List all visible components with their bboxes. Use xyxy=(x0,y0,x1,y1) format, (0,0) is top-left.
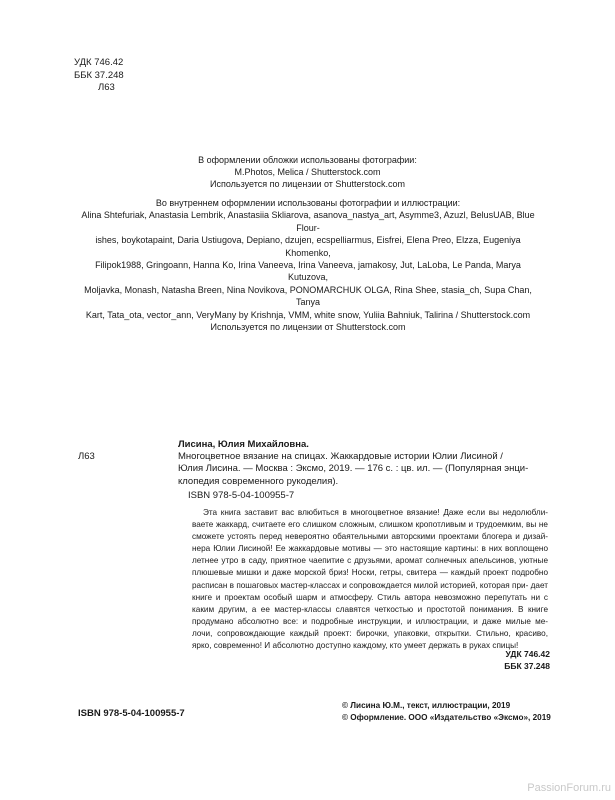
inner-credits-line: Используется по лицензии от Shutterstock.com xyxy=(210,322,406,333)
isbn-bottom: ISBN 978-5-04-100955-7 xyxy=(78,708,185,719)
annotation-text: продумано абсолютно все: и подробные инструкции, и иллюстрации, и даже милые ме- xyxy=(192,616,548,626)
inner-credits-line: Alina Shtefuriak, Anastasia Lembrik, Anastasiia Skliarova, asanova_nastya_art, Asymme3, Azuzl, BelusUAB, Blue Flour- xyxy=(81,210,535,233)
copyright-line: © Лисина Ю.М., текст, иллюстрации, 2019 xyxy=(342,701,511,710)
cover-credits-line: В оформлении обложки использованы фотографии: xyxy=(198,155,417,165)
copyright-notices xyxy=(342,700,551,725)
catalog-description-line: Юлия Лисина. — Москва : Эксмо, 2019. — 176 с. : цв. ил. — (Популярная энци- xyxy=(178,463,529,475)
bbk-code-right: ББК 37.248 xyxy=(504,661,550,671)
catalog-isbn: ISBN 978-5-04-100955-7 xyxy=(188,490,295,501)
annotation-text: лочи, сопровождающие каждый проект: бирочки, упаковки, открытки. Стильно, красиво, xyxy=(192,628,548,638)
catalog-description xyxy=(178,451,538,488)
annotation-text: ваете жаккард, считаете его слишком сложным, слишком кропотливым и трудоемким, вы не xyxy=(192,520,548,530)
annotation-text: ни с каким другим, а ее мастер-классы славятся четкостью и простотой понимания. В книге xyxy=(192,592,548,614)
annotation-text: летнее утро в саду, приятное чаепитие с друзьями, аромат солнечных апельсинов, уютные xyxy=(192,556,548,566)
cover-photo-credits xyxy=(100,154,515,190)
annotation-text: ярко, современно! И абсолютно доступно каждому, кто умеет держать в руках спицы! xyxy=(192,641,519,651)
annotation-text: нера Юлии Лисиной! Ее жаккардовые мотивы — это настоящие картины: в них воплощено xyxy=(192,544,548,554)
inner-photo-credits xyxy=(78,197,538,333)
copyright-line: © Оформление. ООО «Издательство «Эксмо», 2019 xyxy=(342,713,551,723)
author-mark: Л63 xyxy=(98,82,115,93)
cover-credits-line: Используется по лицензии от Shutterstock.com xyxy=(210,179,405,189)
annotation-text: Эта книга заставит вас влюбиться в многоцветное вязание! Даже если вы недолюбли- xyxy=(203,508,548,517)
inner-credits-line: Filipok1988, Gringoann, Hanna Ko, Irina Vaneeva, Irina Vaneeva, jamakosy, Jut, LaLoba, Le Panda, Marya Kutuzova, xyxy=(95,260,521,283)
inner-credits-line: ishes, boykotapaint, Daria Ustiugova, Depiano, dzujen, ecspelliarmus, Eisfrei, Elena Preo, Elzza, Eugeniya Khomenko, xyxy=(95,235,521,258)
udk-code-right: УДК 746.42 xyxy=(505,649,550,659)
catalog-author-mark: Л63 xyxy=(78,451,95,462)
book-annotation xyxy=(192,507,548,652)
udk-block-right xyxy=(504,648,550,672)
bbk-code: ББК 37.248 xyxy=(74,69,124,81)
inner-credits-line: Во внутреннем оформлении использованы фотографии и иллюстрации: xyxy=(155,198,461,208)
watermark: PassionForum.ru xyxy=(527,782,611,794)
annotation-text: плюшевые мишки и даже морской бриз! Носки, гетры, свитера — каждый проект подробно xyxy=(192,568,548,578)
annotation-text: расписан в пошаговых мастер-классах и сопровождается милой историей, которая при- xyxy=(192,580,529,590)
annotation-text: дает книге и проектам особый шарм и атмосферу. Стиль автора невозможно перепутать xyxy=(192,580,548,602)
catalog-description-line: клопедия современного рукоделия). xyxy=(178,475,339,487)
author-heading: Лисина, Юлия Михайловна. xyxy=(178,439,309,450)
catalog-description-line: Многоцветное вязание на спицах. Жаккардовые истории Юлии Лисиной / xyxy=(178,451,503,462)
annotation-text: сможете устоять перед невероятно обаятельными авторскими проектами блогера и дизай- xyxy=(192,532,548,542)
udk-block xyxy=(74,57,124,95)
inner-credits-line: Moljavka, Monash, Natasha Breen, Nina Novikova, PONOMARCHUK OLGA, Rina Shee, stasia_ch, Supa Chan, Tanya xyxy=(84,284,532,308)
cover-credits-line: M.Photos, Melica / Shutterstock.com xyxy=(234,167,381,177)
inner-credits-line: Kart, Tata_ota, vector_ann, VeryMany by Krishnja, VMM, white snow, Yuliia Bahniuk, Talirina / Shutterstock.com xyxy=(85,309,531,320)
udk-code: УДК 746.42 xyxy=(74,57,124,68)
